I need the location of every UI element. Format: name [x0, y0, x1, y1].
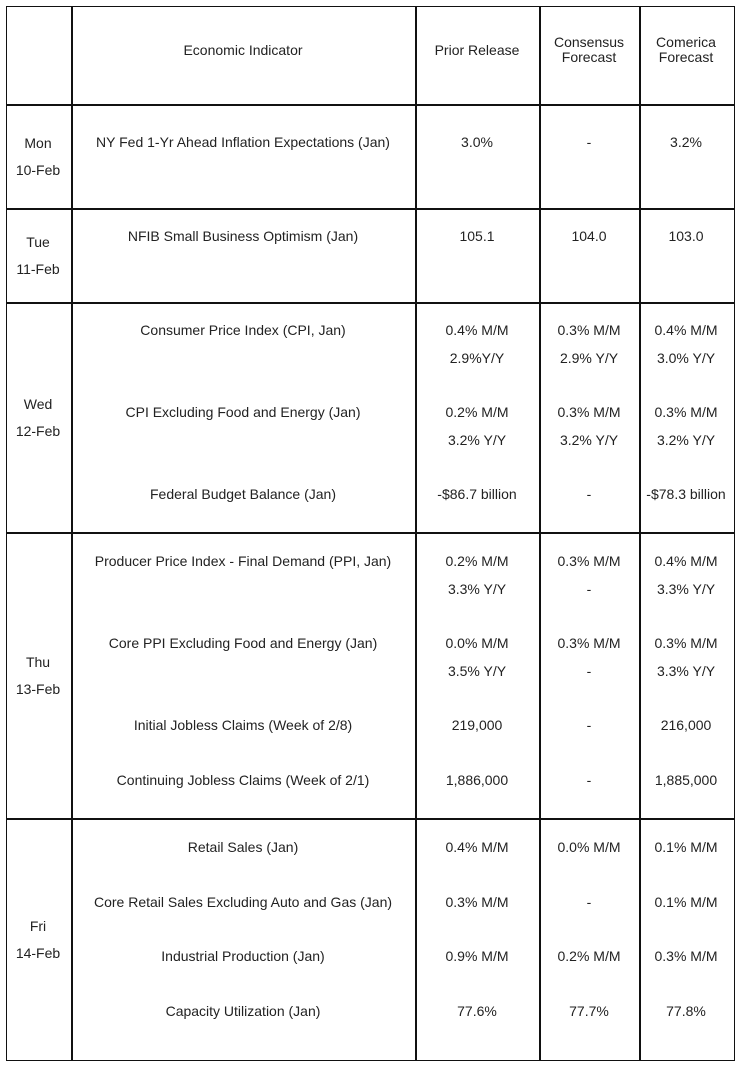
- consensus-value: -: [586, 894, 592, 910]
- table-cell: [539, 208, 641, 304]
- prior-value: 0.4% M/M: [445, 839, 509, 855]
- table-cell: [6, 104, 73, 210]
- prior-value: 77.6%: [457, 1003, 497, 1019]
- consensus-value: 0.3% M/M: [557, 404, 621, 420]
- comerica-value: 216,000: [660, 717, 712, 733]
- comerica-value: 0.3% M/M: [654, 404, 718, 420]
- indicator-name: Initial Jobless Claims (Week of 2/8): [133, 717, 353, 733]
- header-prior-release: Prior Release: [434, 42, 520, 58]
- consensus-value: -: [586, 772, 592, 788]
- consensus-value: -: [586, 486, 592, 502]
- consensus-value: -: [586, 663, 592, 679]
- indicator-name: Industrial Production (Jan): [161, 948, 325, 964]
- table-cell: [6, 208, 73, 304]
- prior-value: 0.3% M/M: [445, 894, 509, 910]
- indicator-name: Capacity Utilization (Jan): [165, 1003, 321, 1019]
- table-cell: [6, 532, 73, 820]
- consensus-value: 0.3% M/M: [557, 322, 621, 338]
- comerica-value: 0.4% M/M: [654, 553, 718, 569]
- indicator-name: NFIB Small Business Optimism (Jan): [127, 228, 359, 244]
- comerica-value: 3.2% Y/Y: [656, 432, 716, 448]
- comerica-value: 0.3% M/M: [654, 948, 718, 964]
- indicator-name: CPI Excluding Food and Energy (Jan): [125, 404, 361, 420]
- consensus-value: 0.0% M/M: [557, 839, 621, 855]
- prior-value: 3.3% Y/Y: [447, 581, 507, 597]
- prior-value: 3.0%: [461, 134, 493, 150]
- prior-value: 105.1: [459, 228, 495, 244]
- prior-value: 2.9%Y/Y: [449, 350, 505, 366]
- day-date: 10-Feb: [15, 162, 61, 178]
- prior-value: -$86.7 billion: [437, 486, 517, 502]
- table-cell: [639, 104, 735, 210]
- consensus-value: 104.0: [571, 228, 607, 244]
- indicator-name: Consumer Price Index (CPI, Jan): [140, 322, 346, 338]
- prior-value: 0.9% M/M: [445, 948, 509, 964]
- day-of-week: Mon: [24, 135, 52, 151]
- prior-value: 3.5% Y/Y: [447, 663, 507, 679]
- consensus-value: 77.7%: [569, 1003, 609, 1019]
- prior-value: 0.0% M/M: [445, 635, 509, 651]
- table-cell: [539, 104, 641, 210]
- comerica-value: 3.0% Y/Y: [656, 350, 716, 366]
- economic-calendar-table: [6, 6, 733, 1059]
- day-of-week: Thu: [25, 654, 51, 670]
- table-cell: [639, 208, 735, 304]
- consensus-value: 2.9% Y/Y: [559, 350, 619, 366]
- header-consensus-forecast: Consensus Forecast: [553, 34, 625, 65]
- comerica-value: -$78.3 billion: [646, 486, 726, 502]
- indicator-name: Federal Budget Balance (Jan): [150, 486, 336, 502]
- comerica-value: 3.3% Y/Y: [656, 581, 716, 597]
- day-of-week: Tue: [26, 234, 50, 250]
- comerica-value: 0.1% M/M: [654, 894, 718, 910]
- comerica-value: 0.4% M/M: [654, 322, 718, 338]
- comerica-value: 3.3% Y/Y: [656, 663, 716, 679]
- day-date: 14-Feb: [15, 944, 61, 961]
- consensus-value: 3.2% Y/Y: [559, 432, 619, 448]
- prior-value: 0.2% M/M: [445, 404, 509, 420]
- indicator-name: Core Retail Sales Excluding Auto and Gas (Jan): [93, 894, 393, 910]
- comerica-value: 0.1% M/M: [654, 839, 718, 855]
- prior-value: 0.2% M/M: [445, 553, 509, 569]
- consensus-value: -: [586, 581, 592, 597]
- comerica-value: 1,885,000: [654, 772, 718, 788]
- table-cell: [6, 818, 73, 1061]
- consensus-value: -: [586, 134, 592, 150]
- consensus-value: -: [586, 717, 592, 733]
- comerica-value: 0.3% M/M: [654, 635, 718, 651]
- indicator-name: Continuing Jobless Claims (Week of 2/1): [116, 772, 370, 788]
- day-date: 11-Feb: [16, 261, 60, 277]
- indicator-name: Producer Price Index - Final Demand (PPI, Jan): [94, 553, 392, 569]
- prior-value: 3.2% Y/Y: [447, 432, 507, 448]
- day-date: 12-Feb: [15, 423, 61, 439]
- consensus-value: 0.3% M/M: [557, 553, 621, 569]
- header-economic-indicator: Economic Indicator: [183, 42, 303, 58]
- comerica-value: 3.2%: [670, 134, 702, 150]
- table-cell: [6, 6, 73, 106]
- comerica-value: 77.8%: [666, 1003, 706, 1019]
- header-comerica-forecast: Comerica Forecast: [656, 34, 716, 65]
- table-cell: [6, 302, 73, 534]
- consensus-value: 0.2% M/M: [557, 948, 621, 964]
- table-cell: [415, 208, 541, 304]
- consensus-value: 0.3% M/M: [557, 635, 621, 651]
- day-of-week: Fri: [29, 917, 47, 934]
- table-cell: [71, 104, 417, 210]
- table-cell: [71, 208, 417, 304]
- comerica-value: 103.0: [668, 228, 704, 244]
- day-of-week: Wed: [23, 396, 53, 412]
- indicator-name: Core PPI Excluding Food and Energy (Jan): [108, 635, 378, 651]
- day-date: 13-Feb: [15, 681, 61, 697]
- prior-value: 219,000: [451, 717, 503, 733]
- prior-value: 0.4% M/M: [445, 322, 509, 338]
- prior-value: 1,886,000: [445, 772, 509, 788]
- indicator-name: NY Fed 1-Yr Ahead Inflation Expectations (Jan): [96, 134, 390, 150]
- indicator-name: Retail Sales (Jan): [187, 839, 299, 855]
- table-cell: [415, 104, 541, 210]
